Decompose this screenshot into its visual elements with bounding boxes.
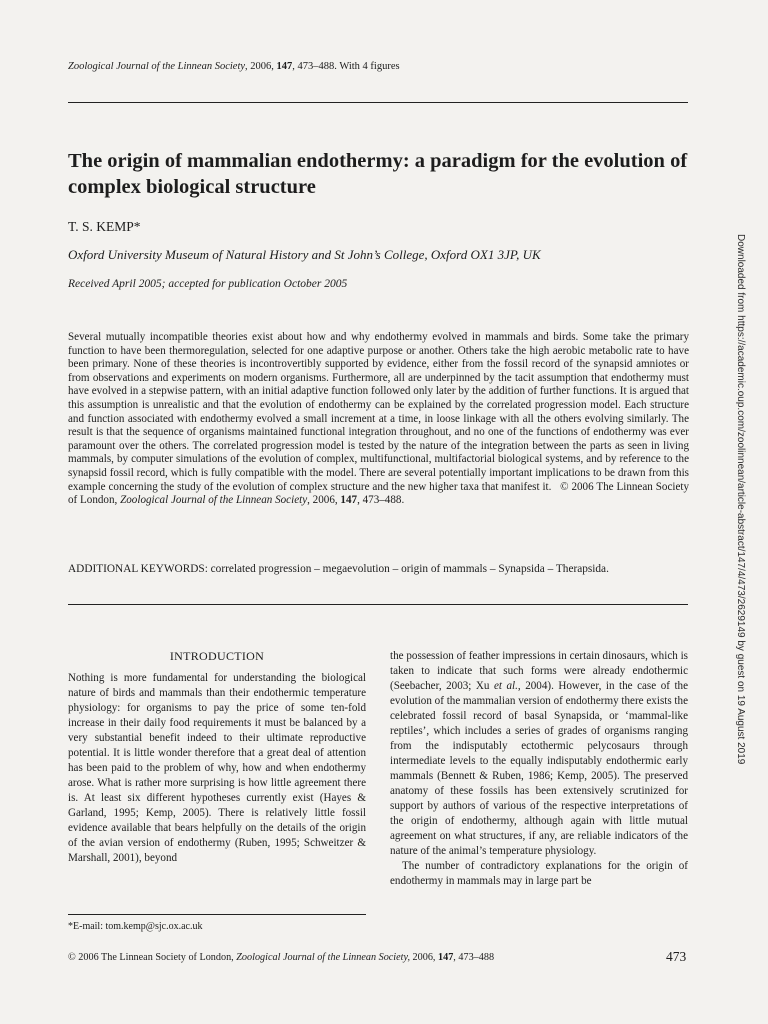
author: T. S. KEMP* <box>68 219 141 234</box>
article-title: The origin of mammalian endothermy: a paradigm for the evolution of complex biological structure <box>68 150 688 198</box>
running-head: Zoological Journal of the Linnean Society, 2006, 147, 473–488. With 4 figures <box>68 61 400 72</box>
footnote: *E-mail: tom.kemp@sjc.ox.ac.uk <box>68 921 203 932</box>
page-number: 473 <box>666 949 687 964</box>
header-year: 2006 <box>250 61 272 72</box>
footer-pages: , 473–488 <box>453 952 495 963</box>
header-figures: With 4 figures <box>339 61 400 72</box>
header-pages: 473–488 <box>297 61 335 72</box>
footnote-rule <box>68 914 366 915</box>
footer-year: 2006, <box>412 952 436 963</box>
abstract-copyright-year: , 2006, <box>307 494 338 507</box>
abstract-rule <box>68 604 688 605</box>
journal-name: Zoological Journal of the Linnean Society <box>68 61 246 72</box>
intro-text-a: the possession of feather impressions in certain dinosaurs, which is taken to indicate that such forms were already endothermic (Seebacher, 2003; Xu <box>390 650 688 692</box>
download-watermark: Downloaded from https://academic.oup.com/zoolinnean/article-abstract/147/4/473/2629149 by guest on 19 August 2019 <box>735 234 746 765</box>
intro-paragraph-1: Nothing is more fundamental for understanding the biological nature of birds and mammals than their endothermic temperature physiology: for organisms to pay the price of some ten-fold increase in their daily food requirements it must be balanced by a very substantial benefit indeed to their ultimate reproductive potential. It is little wonder therefore that a great deal of attention has been paid to the problem of why, how and when endothermy arose. What is rather more surprising is how little agreement there is. At least six different hypotheses currently exist (Hayes & Garland, 1995; Kemp, 2005). There is relatively little fossil evidence available that bears helpfully on the details of the origin of the avian version of endothermy (Ruben, 1995; Schweitzer & Marshall, 2001), beyond <box>68 672 366 864</box>
abstract-copyright-pages: , 473–488. <box>357 494 405 507</box>
received-dates: Received April 2005; accepted for publication October 2005 <box>68 278 348 290</box>
abstract-text: Several mutually incompatible theories exist about how and why endothermy evolved in mammals and birds. Some take the primary function to have been thermoregulation, selected for one adaptive purpose or another. Others take the high aerobic metabolic rate to have been primary. None of these theories is incontrovertibly supported by evidence, either from the fossil record of the synapsid amniotes or from observations and experiments on modern organisms. Furthermore, all are underpinned by the tacit assumption that endothermy must have evolved in a stepwise pattern, with an initial adaptive function followed only later by the addition of further functions. It is argued that this assumption is unrealistic and that the evolution of endothermy can be explained by the correlated progression model. Each structure and function associated with endothermy evolved a small increment at a time, in loose linkage with all the others evolving similarly. The result is that the sequence of organisms maintained functional integration throughout, and no one of the functions of endothermy was ever paramount over the others. The correlated progression model is tested by the nature of the integration between the parts as seen in living mammals, by computer simulations of the evolution of complex, multifunctional, multifactorial biological systems, and by reference to the synapsid fossil record, which is fully compatible with the model. There are several potentially important implications to be drawn from this example concerning the study of the evolution of complex structure and the new higher taxa that manifest it. <box>68 331 689 493</box>
abstract-copyright-volume: 147 <box>340 494 358 507</box>
intro-text-b: , 2004). However, in the case of the evolution of the mammalian version of endothermy there exists the celebrated fossil record of basal Synapsida, or ‘mammal-like reptiles’, which includes a series of grades of organisms ranging from the indisputably ectothermic pelycosaurs through intermediate levels to the equally indisputably endothermic early mammals (Bennett & Ruben, 1986; Kemp, 2005). The preserved anatomy of these fossils has been extensively scrutinized for support by authors of various of the respective interpretations of the origin of endothermy, although again with little mutual agreement on what structures, if any, are reliable indicators of the nature of the animal’s temperature physiology. <box>390 680 688 857</box>
section-heading: INTRODUCTION <box>169 649 265 663</box>
abstract <box>68 331 689 508</box>
keywords-text: correlated progression – megaevolution – origin of mammals – Synapsida – Therapsida. <box>210 563 609 575</box>
right-column <box>390 649 688 889</box>
footer-journal: Zoological Journal of the Linnean Society, <box>236 952 410 963</box>
abstract-copyright-journal: Zoological Journal of the Linnean Society <box>120 494 308 507</box>
page-footer <box>68 952 494 963</box>
abstract-copyright: © 2006 The Linnean Society of London, <box>68 480 690 507</box>
affiliation: Oxford University Museum of Natural History and St John’s College, Oxford OX1 3JP, UK <box>68 247 541 262</box>
citation-et-al: et al. <box>493 680 518 692</box>
footer-volume: 147 <box>438 952 454 963</box>
footer-copyright: © 2006 The Linnean Society of London, <box>68 952 234 963</box>
keywords-label: ADDITIONAL KEYWORDS: <box>68 563 208 575</box>
header-rule <box>68 102 688 103</box>
header-volume: 147 <box>276 61 293 72</box>
left-column <box>68 671 366 866</box>
intro-paragraph-continued <box>390 649 688 859</box>
intro-paragraph-2: The number of contradictory explanations for the origin of endothermy in mammals may in large part be <box>390 860 688 887</box>
keywords <box>68 562 689 576</box>
